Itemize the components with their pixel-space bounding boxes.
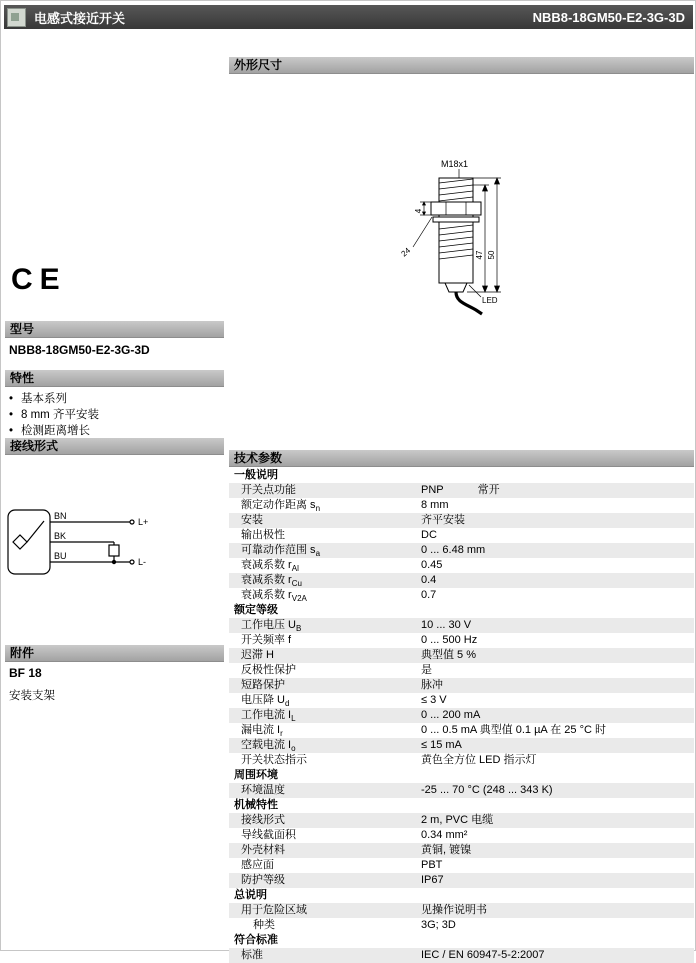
table-row — [229, 693, 694, 708]
table-row — [229, 843, 694, 858]
param-label: 工作电流 $I_L$ — [241, 709, 296, 724]
param-value: 8 mm — [421, 499, 449, 511]
table-group-header: 总说明 — [229, 888, 694, 903]
table-group-header: 周围环境 — [229, 768, 694, 783]
section-title-connection: 接线形式 — [5, 438, 224, 455]
param-label: 衰减系数 $r_{V2A}$ — [241, 589, 307, 604]
param-label: 漏电流 $I_r$ — [241, 724, 283, 739]
param-label-subscript: a — [315, 549, 321, 559]
param-label-subscript: Al — [291, 564, 299, 574]
section-title-accessories: 附件 — [5, 645, 224, 662]
table-row — [229, 528, 694, 543]
param-label: 开关频率 f — [241, 634, 292, 646]
table-row — [229, 483, 694, 498]
accessory-description: 安装支架 — [9, 690, 55, 702]
brand-logo-icon — [7, 8, 26, 27]
param-label-subscript: o — [291, 744, 296, 754]
param-value: IEC / EN 60947-5-2:2007 — [421, 949, 545, 961]
param-value: PBT — [421, 859, 443, 871]
dimension-drawing — [386, 151, 581, 331]
thread-label: M18x1 — [441, 159, 469, 169]
bullet-icon: • — [9, 393, 14, 405]
bullet-icon: • — [9, 409, 14, 421]
param-label: 可靠动作范围 $s_a$ — [241, 544, 321, 559]
param-value: 齐平安装 — [421, 514, 465, 526]
wire-bn-label: BN — [54, 511, 67, 521]
feature-item — [9, 391, 99, 407]
table-row — [229, 873, 694, 888]
feature-item — [9, 423, 99, 439]
dim-50-label: 50 — [487, 250, 496, 260]
param-value: 0.7 — [421, 589, 437, 601]
table-row — [229, 903, 694, 918]
param-label: 导线截面积 — [241, 829, 296, 841]
param-label-subscript: d — [285, 699, 290, 709]
param-label-subscript: V2A — [291, 594, 307, 604]
section-title-dimensions: 外形尺寸 — [229, 57, 694, 74]
param-value: 2 m, PVC 电缆 — [421, 814, 494, 826]
param-label: 标准 — [241, 949, 263, 961]
param-label-subscript: n — [315, 504, 321, 514]
feature-text: 基本系列 — [21, 393, 67, 405]
param-value: 0 ... 500 Hz — [421, 634, 478, 646]
param-value: 见操作说明书 — [421, 904, 487, 916]
terminal-plus-label: L+ — [138, 517, 149, 527]
table-row — [229, 513, 694, 528]
param-value: 典型值 5 % — [421, 649, 477, 661]
param-label: 工作电压 $U_B$ — [241, 619, 302, 634]
param-label-subscript: B — [296, 624, 302, 634]
feature-text: 检测距离增长 — [21, 425, 90, 437]
param-value: 0.4 — [421, 574, 437, 586]
sensor-body — [431, 178, 482, 314]
param-label: 额定动作距离 $s_n$ — [241, 499, 321, 514]
table-row — [229, 573, 694, 588]
dim-4-label: 4 — [414, 208, 423, 214]
param-value: 0 ... 6.48 mm — [421, 544, 486, 556]
table-group-header: 机械特性 — [229, 798, 694, 813]
section-title-model: 型号 — [5, 321, 224, 338]
param-label: 反极性保护 — [241, 664, 296, 676]
wiring-labels — [54, 511, 148, 567]
param-label: 输出极性 — [241, 529, 285, 541]
param-label: 安装 — [241, 514, 263, 526]
table-row — [229, 723, 694, 738]
ce-mark: CE — [11, 263, 67, 296]
product-type-title: 电感式接近开关 — [34, 10, 126, 26]
param-value: 3G; 3D — [421, 919, 456, 931]
param-label: 开关点功能 — [241, 484, 296, 496]
table-row — [229, 828, 694, 843]
feature-list — [9, 391, 99, 439]
table-row — [229, 738, 694, 753]
table-group-header: 符合标准 — [229, 933, 694, 948]
wire-bu-label: BU — [54, 551, 67, 561]
sensor-symbol — [8, 510, 50, 574]
param-value: -25 ... 70 °C (248 ... 343 K) — [421, 784, 553, 796]
table-row — [229, 588, 694, 603]
param-label-subscript: L — [291, 714, 296, 724]
param-value: 0.34 mm² — [421, 829, 468, 841]
table-row — [229, 498, 694, 513]
param-value: 0 ... 200 mA — [421, 709, 481, 721]
param-label: 衰减系数 $r_{Al}$ — [241, 559, 299, 574]
param-value: 黄铜, 镀镍 — [421, 844, 472, 856]
param-label-subscript: r — [280, 729, 283, 739]
param-label: 种类 — [253, 919, 275, 931]
accessory-name: BF 18 — [9, 666, 42, 680]
table-row — [229, 648, 694, 663]
param-label-subscript: Cu — [291, 579, 302, 589]
param-label: 迟滞 H — [241, 649, 274, 661]
param-label: 外壳材料 — [241, 844, 285, 856]
table-row — [229, 948, 694, 963]
table-row — [229, 753, 694, 768]
header-bar — [4, 5, 693, 29]
table-row — [229, 618, 694, 633]
param-label: 感应面 — [241, 859, 274, 871]
table-row — [229, 633, 694, 648]
technical-data-table — [229, 468, 694, 963]
param-value: 黄色全方位 LED 指示灯 — [421, 754, 537, 766]
terminal-minus-label: L- — [138, 557, 147, 567]
table-row — [229, 558, 694, 573]
param-label: 短路保护 — [241, 679, 285, 691]
param-value: 0 ... 0.5 mA 典型值 0.1 µA 在 25 °C 时 — [421, 724, 606, 736]
param-label: 衰减系数 $r_{Cu}$ — [241, 574, 302, 589]
table-row — [229, 918, 694, 933]
param-value: DC — [421, 529, 437, 541]
param-label: 环境温度 — [241, 784, 285, 796]
table-row — [229, 813, 694, 828]
table-row — [229, 678, 694, 693]
led-label: LED — [482, 296, 498, 305]
param-label: 开关状态指示 — [241, 754, 307, 766]
param-value: 是 — [421, 664, 432, 676]
dim-24-label: 24 — [399, 245, 413, 259]
param-label: 电压降 $U_d$ — [241, 694, 290, 709]
table-row — [229, 858, 694, 873]
param-value: 0.45 — [421, 559, 443, 571]
model-value: NBB8-18GM50-E2-3G-3D — [9, 343, 150, 357]
param-value: 10 ... 30 V — [421, 619, 472, 631]
param-value: IP67 — [421, 874, 444, 886]
bullet-icon: • — [9, 425, 14, 437]
feature-text: 8 mm 齐平安装 — [21, 409, 99, 421]
table-row — [229, 783, 694, 798]
model-number-header: NBB8-18GM50-E2-3G-3D — [532, 9, 685, 25]
feature-item — [9, 407, 99, 423]
wire-bk-label: BK — [54, 531, 67, 541]
table-group-header: 一般说明 — [229, 468, 694, 483]
section-title-tech: 技术参数 — [229, 450, 694, 467]
param-value: PNP 常开 — [421, 484, 500, 496]
param-value: 脉冲 — [421, 679, 443, 691]
dim-47-label: 47 — [475, 250, 484, 260]
param-label: 接线形式 — [241, 814, 285, 826]
table-row — [229, 543, 694, 558]
param-value: ≤ 15 mA — [421, 739, 462, 751]
table-row — [229, 663, 694, 678]
table-group-header: 额定等级 — [229, 603, 694, 618]
param-value: ≤ 3 V — [421, 694, 447, 706]
param-label: 用于危险区域 — [241, 904, 307, 916]
table-row — [229, 708, 694, 723]
param-value-secondary: 常开 — [477, 484, 500, 496]
param-label: 防护等级 — [241, 874, 285, 886]
section-title-features: 特性 — [5, 370, 224, 387]
wiring-diagram — [6, 504, 171, 596]
param-label: 空载电流 $I_o$ — [241, 739, 296, 754]
